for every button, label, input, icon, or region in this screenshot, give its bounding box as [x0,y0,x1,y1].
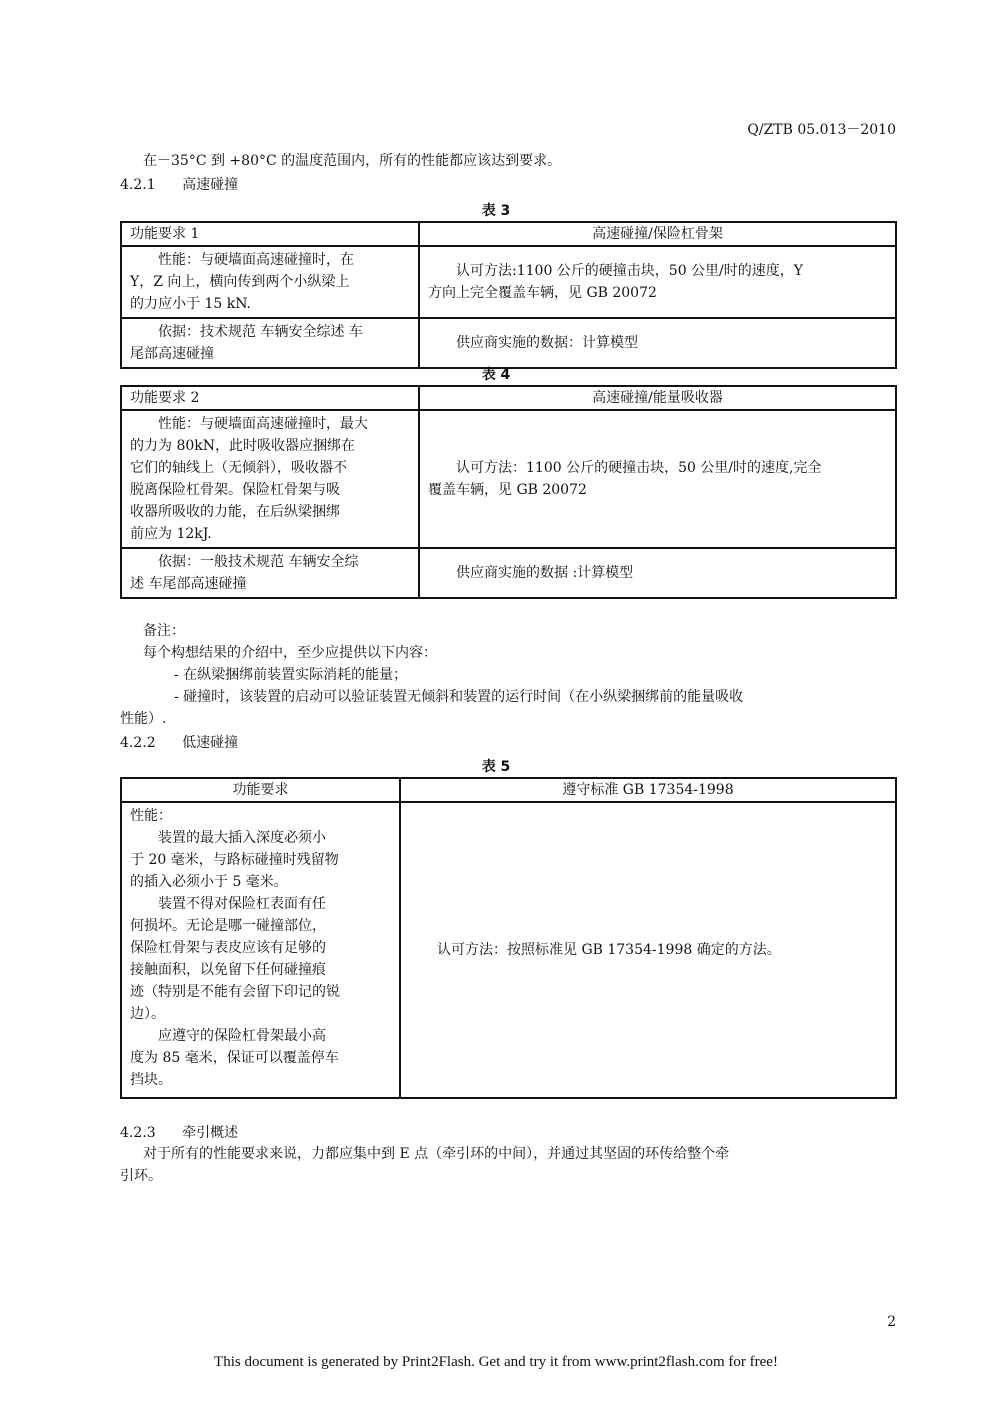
table-3 [120,221,897,369]
table-5-para-3-line-2: 度为 85 毫米，保证可以覆盖停车 [130,1050,339,1066]
section-4-2-1-heading [120,174,238,196]
table-4-perf-line-4: 脱离保险杠骨架。保险杠骨架与吸 [130,482,340,498]
table-3-header-right: 高速碰撞/保险杠骨架 [419,222,896,246]
section-4-2-3-heading [120,1122,238,1144]
table-4-performance-cell [121,410,419,548]
section-number: 4.2.3 [120,1125,156,1141]
notes-item-2: - 碰撞时，该装置的启动可以验证装置无倾斜和装置的运行时间（在小纵梁捆绑前的能量吸收 [174,689,744,705]
table-5-approval-cell: 认可方法：按照标准见 GB 17354-1998 确定的方法。 [400,802,896,1098]
table-3-performance-cell [121,246,419,318]
section-number: 4.2.2 [120,735,156,751]
section-number: 4.2.1 [120,177,156,193]
table-4-basis-line-1: 依据：一般技术规范 车辆安全综 [158,554,359,570]
section-4-2-3-text-line-1: 对于所有的性能要求来说，力都应集中到 E 点（牵引环的中间），并通过其坚固的环传给整个牵 [143,1146,730,1162]
table-5-para-1-line-2: 于 20 毫米，与路标碰撞时残留物 [130,852,339,868]
table-5-para-2-line-1: 装置不得对保险杠表面有任 [158,896,326,912]
table-4-basis-cell [121,548,419,598]
table-3-supplier-cell: 供应商实施的数据：计算模型 [419,318,896,368]
table-5-perf-label: 性能： [130,808,172,824]
section-4-2-3-text-line-2: 引环。 [120,1168,162,1184]
table-5-header-right: 遵守标准 GB 17354-1998 [400,778,896,802]
generator-footer-note: This document is generated by Print2Flash. Get and try it from www.print2flash.com for free! [214,1354,778,1370]
table-4-perf-line-3: 它们的轴线上（无倾斜），吸收器不 [130,460,347,476]
table-4-approval-line-1: 认可方法：1100 公斤的硬撞击块，50 公里/时的速度,完全 [456,460,822,476]
table-3-perf-line-3: 的力应小于 15 kN. [130,296,252,312]
table-5-para-2-line-6: 边）。 [130,1006,165,1022]
table-4 [120,385,897,599]
table-5 [120,777,897,1099]
table-4-basis-line-2: 述 车尾部高速碰撞 [130,576,247,592]
table-5-para-2-line-3: 保险杠骨架与表皮应该有足够的 [130,940,326,956]
section-4-2-2-heading [120,732,238,754]
table-5-para-2-line-2: 何损坏。无论是哪一碰撞部位， [130,918,326,934]
table-3-basis-line-1: 依据：技术规范 车辆安全综述 车 [158,324,363,340]
table-5-performance-cell [121,802,400,1098]
table-3-basis-cell [121,318,419,368]
table-4-header-left: 功能要求 2 [121,386,419,410]
table-4-approval-cell [419,410,896,548]
table-3-approval-cell [419,246,896,318]
notes-intro: 每个构想结果的介绍中，至少应提供以下内容： [143,645,437,661]
table-5-para-1-line-1: 装置的最大插入深度必须小 [158,830,326,846]
table-5-header-left: 功能要求 [121,778,400,802]
table-3-basis-line-2: 尾部高速碰撞 [130,346,214,362]
table-3-perf-line-2: Y，Z 向上，横向传到两个小纵梁上 [130,274,350,290]
document-code: Q/ZTB 05.013－2010 [747,122,896,138]
table-4-perf-line-6: 前应为 12kJ. [130,526,212,542]
table-5-para-3-line-1: 应遵守的保险杠骨架最小高 [158,1028,326,1044]
section-title: 低速碰撞 [182,735,239,751]
table-5-para-2-line-5: 迹（特别是不能有会留下印记的锐 [130,984,340,1000]
table-4-perf-line-5: 收器所吸收的力能，在后纵梁捆绑 [130,504,340,520]
table-5-para-2-line-4: 接触面积，以免留下任何碰撞痕 [130,962,326,978]
section-title: 高速碰撞 [182,177,239,193]
table-4-supplier-cell: 供应商实施的数据 :计算模型 [419,548,896,598]
table-4-perf-line-2: 的力为 80kN，此时吸收器应捆绑在 [130,438,355,454]
table-4-header-right: 高速碰撞/能量吸收器 [419,386,896,410]
page-number: 2 [887,1314,896,1330]
table-5-para-3-line-3: 挡块。 [130,1072,172,1088]
table-3-caption: 表 3 [481,203,511,219]
table-3-perf-line-1: 性能：与硬墙面高速碰撞时，在 [158,252,354,268]
section-title: 牵引概述 [182,1125,239,1141]
table-4-approval-line-2: 覆盖车辆，见 GB 20072 [428,482,587,498]
notes-item-1: - 在纵梁捆绑前装置实际消耗的能量； [174,667,408,683]
temperature-intro: 在－35°C 到 +80°C 的温度范围内，所有的性能都应该达到要求。 [143,153,562,169]
notes-label: 备注： [143,623,185,639]
table-3-approval-line-1: 认可方法:1100 公斤的硬撞击块，50 公里/时的速度，Y [456,263,804,279]
table-4-perf-line-1: 性能：与硬墙面高速碰撞时，最大 [158,416,368,432]
table-4-caption: 表 4 [481,367,511,383]
table-5-caption: 表 5 [481,759,511,775]
table-3-approval-line-2: 方向上完全覆盖车辆，见 GB 20072 [428,285,657,301]
table-3-header-left: 功能要求 1 [121,222,419,246]
table-5-para-1-line-3: 的插入必须小于 5 毫米。 [130,874,288,890]
notes-item-2-continued: 性能）. [120,711,167,727]
